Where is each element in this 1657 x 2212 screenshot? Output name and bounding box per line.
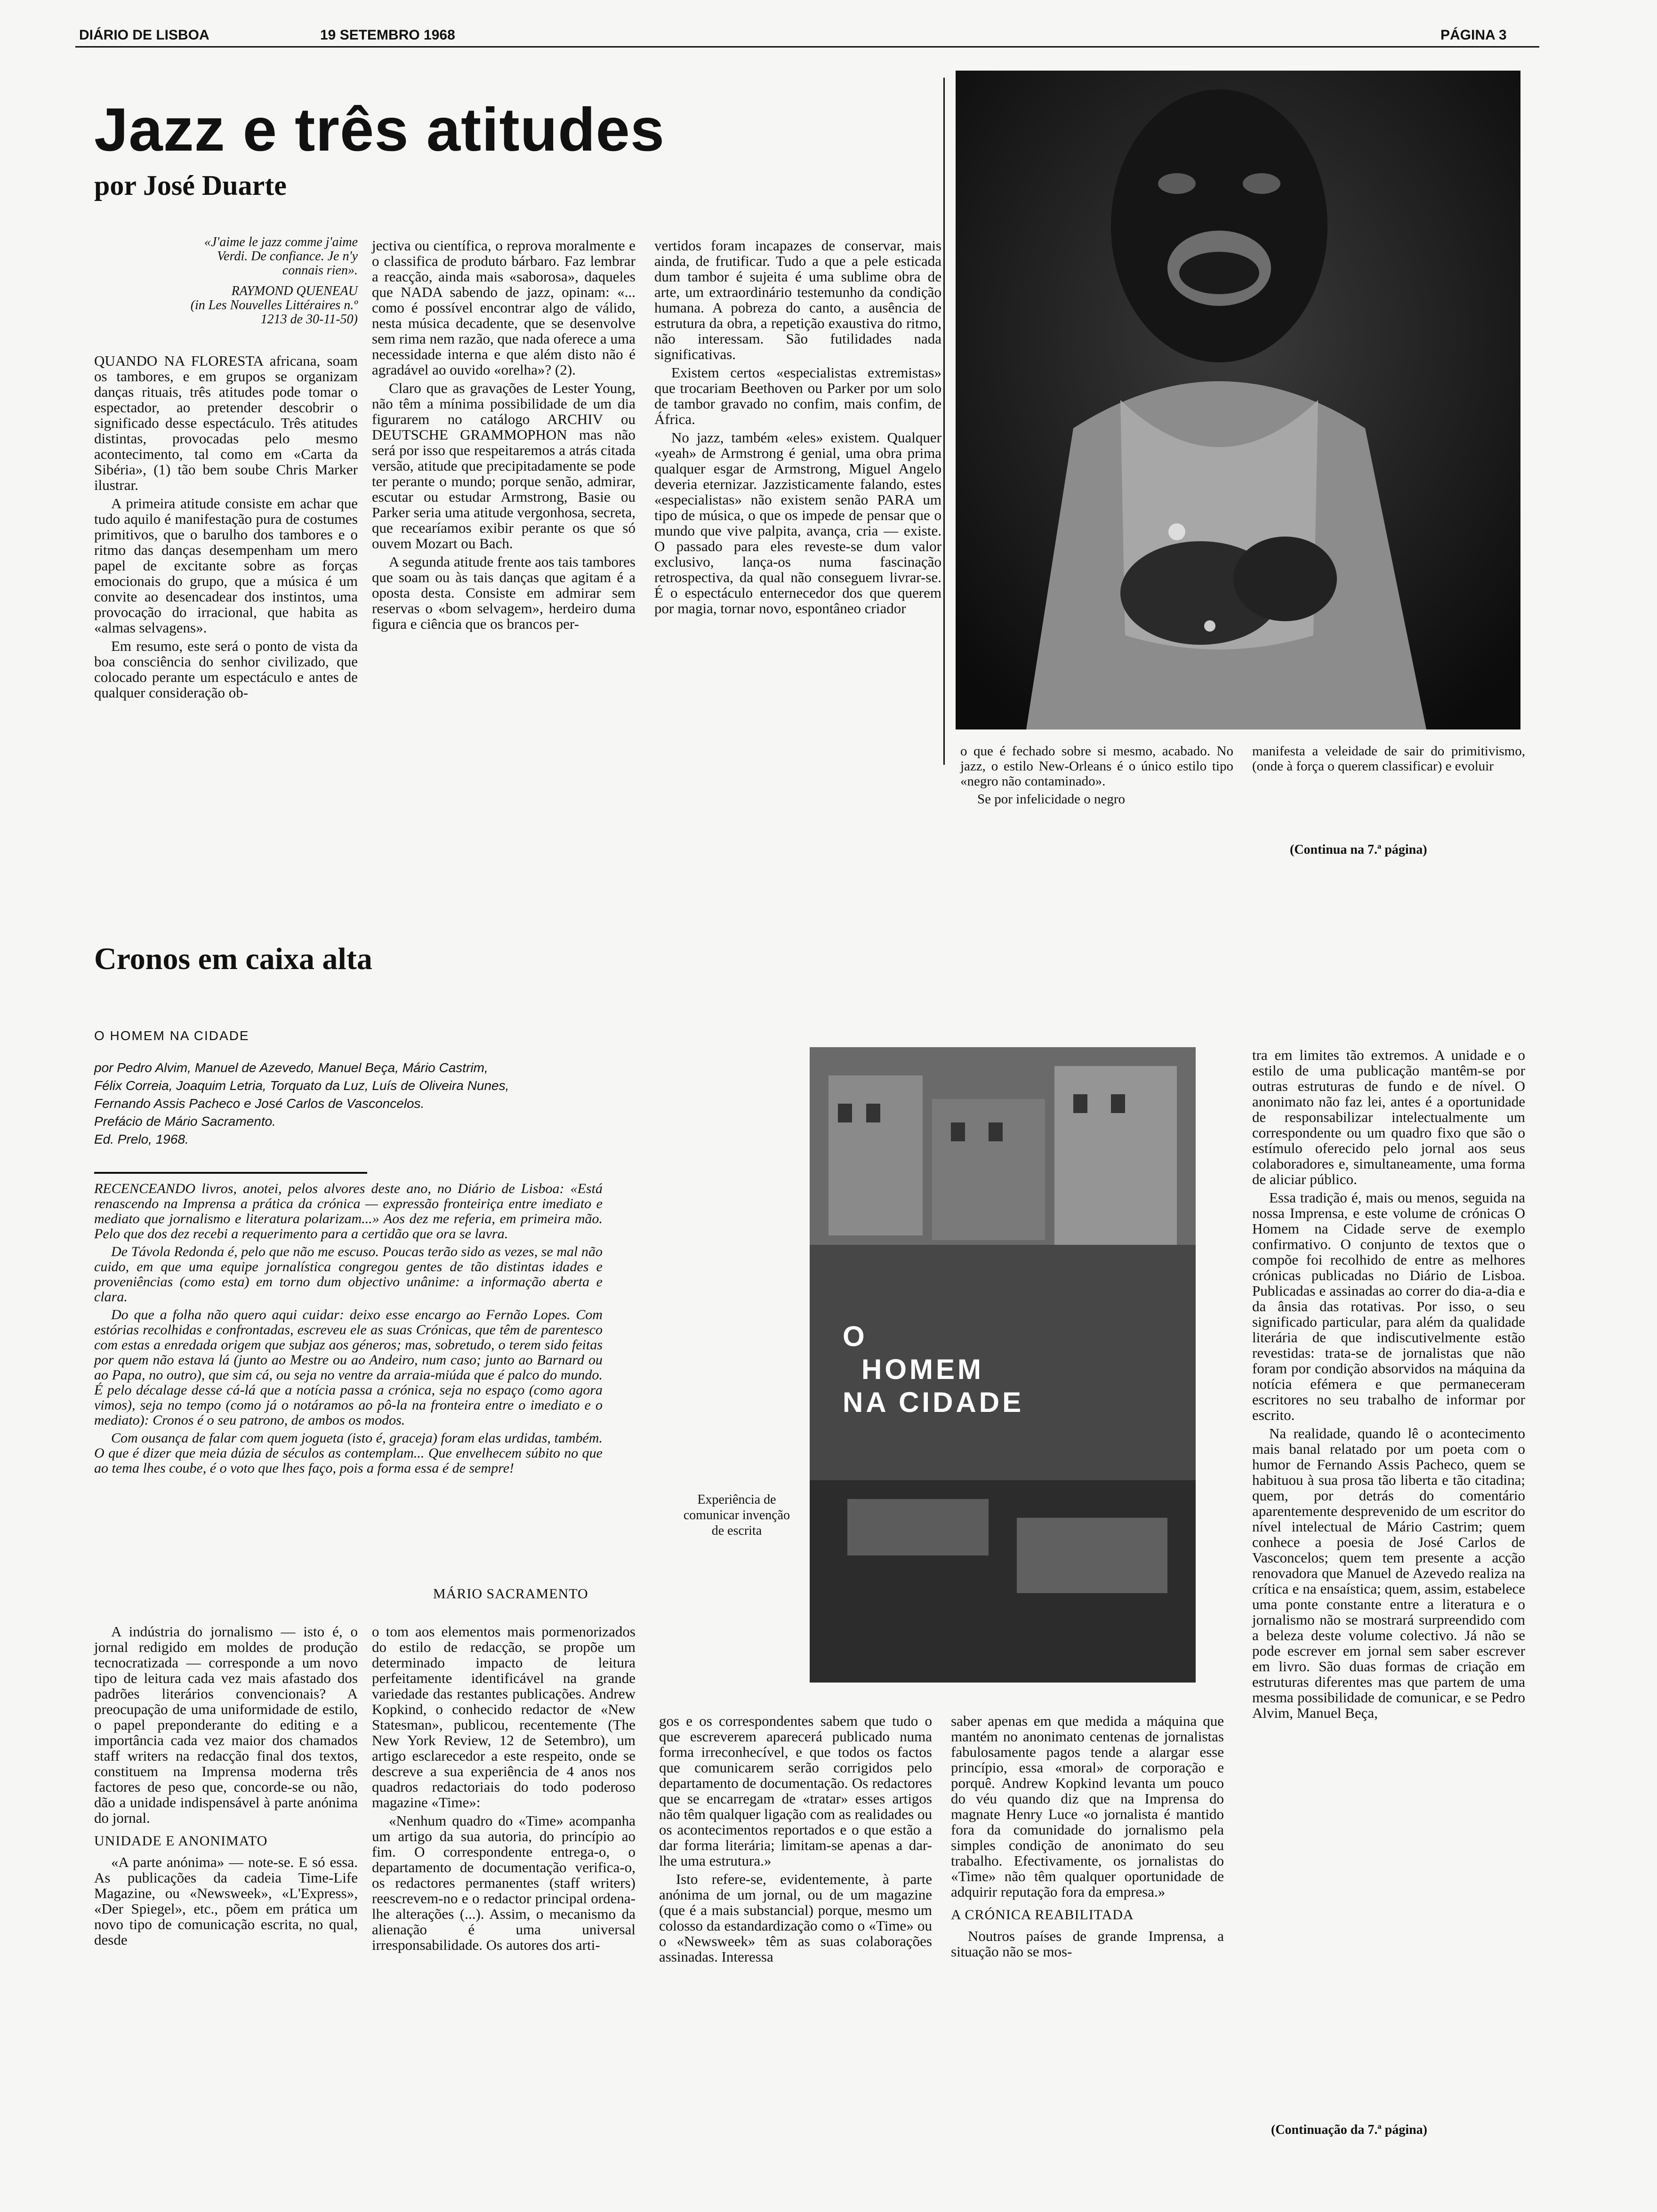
article1-column-2 — [372, 238, 635, 634]
epigraph-quote: «J'aime le jazz comme j'aime Verdi. De confiance. Je n'y connais rien». — [204, 235, 358, 278]
continued-note-2: (Continuação da 7.ª página) — [1271, 2123, 1428, 2137]
page-number: PÁGINA 3 — [1440, 27, 1507, 43]
paragraph: gos e os correspondentes sabem que tudo o que escreverem aparecerá publicado numa forma irreconhecível, e que todos os factos que comunicarem serão corrigidos pelo departamento de documentação. Os redactores que se encarregam de «tratar» esses artigos não têm qualquer ligação com as realidades ou os acontecimentos reportados e o que estão a dar forma literária; limitam-se apenas a dar-lhe uma estrutura.» — [659, 1713, 932, 1869]
paragraph: manifesta a veleidade de sair do primitivismo, (onde à força o querem classificar) e evoluir — [1252, 744, 1525, 774]
cover-title-line-1: O — [843, 1321, 867, 1352]
paragraph: A indústria do jornalismo — isto é, o jornal redigido em moldes de produção tecnocratizada — corresponde a um novo tipo de leitura cada vez mais afastado dos padrões literários convencionais? A preocupação de uma uniformidade de estilo, o papel preponderante do editing e a importância cada vez maior dos chamados staff writers na redacção final dos textos, constituem na Imprensa moderna três factores de peso que, concorde-se ou não, dão a unidade indispensável à parte anónima do jornal. — [94, 1623, 358, 1826]
paragraph: Na realidade, quando lê o acontecimento mais banal relatado por um poeta com o humor de Fernando Assis Pacheco, quem se habituou à sua prosa tão liberta e tão citadina; quem, por detrás do comentário aparentemente desprevenido de um escritor do nível intelectual de Mário Castrim; quem conhece a poesia de José Carlos de Vasconcelos; quem tem presente a acção renovadora que Manuel de Azevedo realiza na crítica e na ensaística; quem, assim, estabelece uma ponte constante entre a literatura e o jornalismo não se mostrará surpreendido com a beleza deste volume colectivo. Já não se pode escrever em jornal sem saber escrever em livro. São duas formas de criação em estruturas diferentes mas que partem de uma mesma possibilidade de comunicar, e se Pedro Alvim, Manuel Beça, — [1252, 1425, 1525, 1721]
paragraph: QUANDO NA FLORESTA africana, soam os tambores, e em grupos se organizam danças rituais, três atitudes pode tomar o espectador, ao pretender descobrir o significado desse espectáculo. Três atitudes distintas, provocadas pelo mesmo acontecimento, tal como em «Carta da Sibéria», (1) tão bem soube Chris Marker ilustrar. — [94, 353, 358, 493]
preface-paragraph: De Távola Redonda é, pelo que não me escuso. Poucas terão sido as vezes, se mal não cuido, em que uma equipe jornalística congregou gentes de tão distintas idades e proveniências (como esta) em torno dum objectivo unânime: a informação aberta e clara. — [94, 1244, 603, 1305]
paragraph: o tom aos elementos mais pormenorizados do estilo de redacção, se propõe um determinado impacto de leitura perfeitamente identificável na grande variedade das restantes publicações. Andrew Kopkind, o conhecido redactor de «New Statesman», publicou, recentemente (The New York Review, 12 de Setembro), um artigo esclarecedor a este respeito, onde se descreve a sua experiência de 4 anos nos quadros redactoriais do todo poderoso magazine «Time»: — [372, 1623, 635, 1811]
paragraph: «Nenhum quadro do «Time» acompanha um artigo da sua autoria, do princípio ao fim. O correspondente entrega-o, o departamento de documentação verifica-o, os redactores permanentes (staff writers) reescrevem-no e o redactor principal ordena-lhe alterações (...). Assim, o mecanismo da alienação é uma universal irresponsabilidade. Os autores dos arti- — [372, 1812, 635, 1953]
article2-title: Cronos em caixa alta — [94, 942, 372, 976]
article1-column-4 — [960, 744, 1233, 809]
issue-date: 19 SETEMBRO 1968 — [320, 27, 455, 43]
paragraph: Isto refere-se, evidentemente, à parte anónima de um jornal, ou de um magazine (que é a mais substancial) porque, mesmo um colosso da estandardização como o «Time» ou o «Newsweek» têm as suas colaborações assinadas. Interessa — [659, 1871, 932, 1965]
jazz-musician-photo — [956, 71, 1520, 729]
preface — [94, 1181, 603, 1479]
paragraph: vertidos foram incapazes de conservar, mais ainda, de frutificar. Tudo a que a pele esticada dum tambor é sujeita é uma sublime obra de arte, um extraordinário testemunho da condição humana. A pobreza do canto, a ausência de estrutura da obra, a repetição exaustiva do ritmo, não interessam. São futilidades nada significativas. — [654, 237, 941, 362]
newspaper-name: DIÁRIO DE LISBOA — [79, 27, 209, 43]
article1-column-3 — [654, 238, 941, 619]
cover-title-line-2: HOMEM — [861, 1354, 984, 1385]
paragraph: Noutros países de grande Imprensa, a situação não se mos- — [951, 1928, 1224, 1960]
article2-column-5 — [1252, 1047, 1525, 1723]
article2-column-3 — [659, 1713, 932, 1967]
preface-author: MÁRIO SACRAMENTO — [433, 1586, 588, 1602]
article-title: Jazz e três atitudes — [94, 95, 665, 164]
paragraph: Essa tradição é, mais ou menos, seguida na nossa Imprensa, e este volume de crónicas O Homem na Cidade serve de exemplo confirmativo. O conjunto de textos que o compõe foi recolhido de entre as melhores crónicas publicadas no Diário de Lisboa. Publicadas e assinadas ao correr do dia-a-dia e da ânsia das rotativas. Por isso, o seu significado particular, para além da qualidade literária de que indiscutivelmente estão revestidas: trata-se de jornalistas que não foram por condição absorvidos na máquina da notícia efémera e que permaneceram escritores no seu trabalho de informar por escrito. — [1252, 1189, 1525, 1423]
credit-line: Félix Correia, Joaquim Letria, Torquato da Luz, Luís de Oliveira Nunes, — [94, 1078, 509, 1093]
credit-line: por Pedro Alvim, Manuel de Azevedo, Manuel Beça, Mário Castrim, — [94, 1060, 488, 1075]
paragraph: Existem certos «especialistas extremistas» que trocariam Beethoven ou Parker por um solo de tambor gravado no confim, mais confim, de África. — [654, 364, 941, 427]
book-credits — [94, 1059, 706, 1148]
credits-rule — [94, 1172, 367, 1174]
book-cover-image — [810, 1047, 1196, 1683]
preface-paragraph: Do que a folha não quero aqui cuidar: deixo esse encargo ao Fernão Lopes. Com estórias recolhidas e confrontadas, escreveu ele as suas Crónicas, que têm de parentesco com estas a enredada origem que subjaz aos géneros; mas, sobretudo, o terem sido feitas por quem não estava lá (junto ao Mestre ou ao Andeiro, num caso; junto ao Barnard ou ao Papa, no outro), que sim cá, ou seja no ventre da arraia-miúda que é palco do mundo. É pelo décalage desse cá-lá que a notícia passa a crónica, seja no espaço (como agora vimos), seja no tempo (como já o notáramos ao pô-la na fronteira entre o imediato e o mediato): Cronos é o seu patrono, de ambos os modos. — [94, 1307, 603, 1428]
paragraph: jectiva ou científica, o reprova moralmente e o classifica de produto bárbaro. Faz lembrar a reacção, ainda mais «saborosa», daqueles que NADA sabendo de jazz, opinam: «... como é possível encontrar algo de válido, nesta música decadente, que se desenvolve sem rima nem razão, que nada oferece a uma necessidade interna e que além disto não é agradável ao ouvido «orelha»? (2). — [372, 237, 635, 378]
paragraph: A primeira atitude consiste em achar que tudo aquilo é manifestação pura de costumes primitivos, que o barulho dos tambores e o ritmo das danças desempenham um mero papel de excitante sobre as forças emocionais do grupo, que a música é um convite ao desencadear dos instintos, uma provocação do irracional, que habita as «almas selvagens». — [94, 495, 358, 636]
paragraph: A segunda atitude frente aos tais tambores que soam ou às tais danças que agitam é a oposta desta. Consiste em admirar sem reservas o «bom selvagem», herdeiro duma figura e ciência que os brancos per- — [372, 553, 635, 632]
credit-line: Ed. Prelo, 1968. — [94, 1132, 189, 1146]
image-side-caption: Experiência de comunicar invenção de escrita — [683, 1492, 790, 1538]
article-byline: por José Duarte — [94, 170, 287, 201]
book-title: O HOMEM NA CIDADE — [94, 1028, 249, 1043]
paragraph: saber apenas em que medida a máquina que mantém no anonimato centenas de jornalistas fabulosamente pagos tende a alargar esse princípio, essa «moral» de corporação e porquê. Andrew Kopkind levanta um pouco do véu quando diz que na Imprensa do magnate Henry Luce «o jornalista é mantido fora da comunidade do jornalismo pela simples condição de anonimato do seu trabalho. Efectivamente, os jornalistas do «Time» não têm qualquer oportunidade de adquirir reputação fora da empresa.» — [951, 1713, 1224, 1900]
paragraph: Em resumo, este será o ponto de vista da boa consciência do senhor civilizado, que colocado perante um espectáculo e antes de qualquer consideração ob- — [94, 638, 358, 701]
epigraph-author: RAYMOND QUENEAU — [231, 284, 358, 298]
preface-paragraph: RECENCEANDO livros, anotei, pelos alvores deste ano, no Diário de Lisboa: «Está renascendo na Imprensa a prática da crónica — expressão fronteiriça entre imediato e mediato que jornalismo e literatura polarizam...» Aos dez me referia, em primeira mão. Pelo que dos dez recebi a requerimento para a certidão que ora se lavra. — [94, 1181, 603, 1242]
header-rule — [75, 46, 1539, 48]
subheading: A CRÓNICA REABILITADA — [951, 1907, 1134, 1923]
credit-line: Fernando Assis Pacheco e José Carlos de Vasconcelos. — [94, 1096, 425, 1111]
article1-column-5 — [1252, 744, 1525, 777]
paragraph: Claro que as gravações de Lester Young, não têm a mínima possibilidade de um dia figurarem no catálogo ARCHIV ou DEUTSCHE GRAMMOPHON mas não será por isso que respeitaremos a atrás citada versão, atitude que precipitadamente se pode ter perante o mundo; porque senão, admirar, escutar ou estudar Armstrong, Basie ou Parker seria uma atitude vergonhosa, secreta, que recearíamos exibir perante os que só ouvem Mozart ou Bach. — [372, 380, 635, 552]
paragraph: No jazz, também «eles» existem. Qualquer «yeah» de Armstrong é genial, uma obra prima qualquer esgar de Armstrong, Miguel Angelo deveria eternizar. Jazzisticamente falando, estes «especialistas» não existem senão PARA um tipo de música, o que os impede de pensar que o mundo que vive palpita, avança, cria — existe. O passado para eles reveste-se dum valor exclusivo, lança-os numa fascinação retrospectiva, da qual não conseguem livrar-se. É o espectáculo enternecedor dos que querem por magia, tornar novo, espontâneo criador — [654, 429, 941, 617]
article1-column-1 — [94, 353, 358, 703]
paragraph: «A parte anónima» — note-se. E só essa. As publicações da cadeia Time-Life Magazine, ou «Newsweek», «L'Express», «Der Spiegel», etc., põem em prática um novo tipo de comunicação escrita, no qual, desde — [94, 1854, 358, 1948]
paragraph: o que é fechado sobre si mesmo, acabado. No jazz, o estilo New-Orleans é o único estilo tipo «negro não contaminado». — [960, 744, 1233, 789]
article2-column-2 — [372, 1624, 635, 1956]
photo-illustration — [956, 71, 1520, 729]
cover-title-line-3: NA CIDADE — [843, 1387, 1024, 1418]
article2-column-4 — [951, 1713, 1224, 1962]
paragraph: tra em limites tão extremos. A unidade e o estilo de uma publicação mantêm-se por outras estruturas de fundo e de nível. O anonimato não faz lei, antes é a oportunidade de responsabilizar intelectualmente um correspondente ou um quadro fixo que são o estímulo oferecido pelo jornal aos seus colaboradores e, simultaneamente, uma forma de aliciar público. — [1252, 1047, 1525, 1187]
epigraph — [188, 235, 358, 327]
subheading: UNIDADE E ANONIMATO — [94, 1833, 268, 1849]
paragraph: Se por infelicidade o negro — [977, 792, 1126, 807]
continued-note: (Continua na 7.ª página) — [1290, 842, 1427, 857]
column-rule — [943, 78, 945, 765]
credit-line: Prefácio de Mário Sacramento. — [94, 1114, 276, 1129]
epigraph-source: (in Les Nouvelles Littéraires n.º 1213 de 30-11-50) — [190, 298, 358, 327]
article2-column-1 — [94, 1624, 358, 1950]
preface-paragraph: Com ousança de falar com quem jogueta (isto é, graceja) foram elas urdidas, também. O que é dizer que meia dúzia de séculos as contemplam... Que envelhecem súbito no que ao tema lhes coube, é o voto que lhes faço, pois a forma essa é de sempre! — [94, 1430, 603, 1476]
